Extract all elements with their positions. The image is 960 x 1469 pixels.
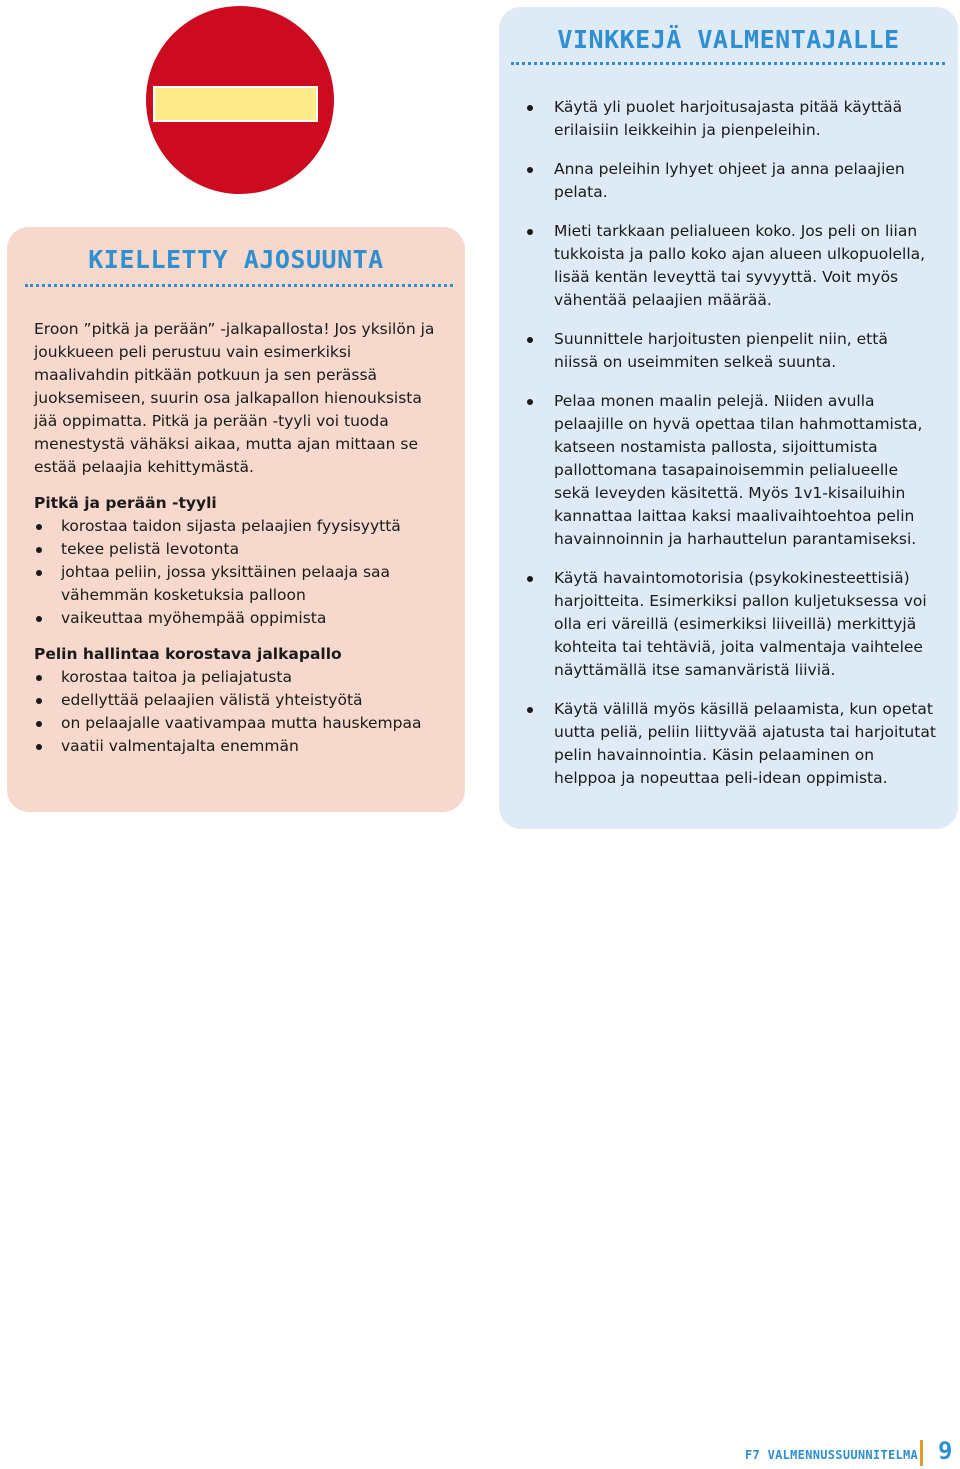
page-number: 9 <box>938 1437 953 1465</box>
long-ball-list <box>34 515 450 630</box>
list-item: vaikeuttaa myöhempää oppimista <box>34 607 450 630</box>
tip-item: Mieti tarkkaan pelialueen koko. Jos peli on liian tukkoista ja pallo koko ajan alueen ulkopuolella, lisää kentän leveyttä tai syvyyttä. Voit myös vähentää pelaajien määrää. <box>526 220 936 312</box>
coach-tips-title: VINKKEJÄ VALMENTAJALLE <box>557 25 900 54</box>
tip-item: Käytä havaintomotorisia (psykokinesteettisiä) harjoitteita. Esimerkiksi pallon kuljetuksessa voi olla eri väreillä (esimerkiksi liiveillä) merkittyjä kohteita tai tehtäviä, joita valmentaja vaihtelee näyttämällä itse samanväristä liiviä. <box>526 567 936 682</box>
possession-heading: Pelin hallintaa korostava jalkapallo <box>34 645 342 663</box>
intro-paragraph: Eroon ”pitkä ja perään” -jalkapallosta! Jos yksilön ja joukkueen peli perustuu vain esimerkiksi maalivahdin pitkään potkuun ja sen perässä juoksemiseen, suurin osa jalkapallon hienouksista jää oppimatta. Pitkä ja perään -tyyli voi tuoda menestystä vähäksi aikaa, mutta ajan mittaan se estää pelaajia kehittymästä. <box>34 320 435 476</box>
list-item: edellyttää pelaajien välistä yhteistyötä <box>34 689 450 712</box>
list-item: johtaa peliin, jossa yksittäinen pelaaja saa vähemmän kosketuksia palloon <box>34 561 450 607</box>
long-ball-heading: Pitkä ja perään -tyyli <box>34 494 217 512</box>
footer-document-title: F7 VALMENNUSSUUNNITELMA <box>745 1448 919 1462</box>
list-item: tekee pelistä levotonta <box>34 538 450 561</box>
tip-item: Käytä yli puolet harjoitusajasta pitää käyttää erilaisiin leikkeihin ja pienpeleihin. <box>526 96 936 142</box>
list-item: vaatii valmentajalta enemmän <box>34 735 450 758</box>
list-item: korostaa taidon sijasta pelaajien fyysisyyttä <box>34 515 450 538</box>
list-item: korostaa taitoa ja peliajatusta <box>34 666 450 689</box>
tip-item: Käytä välillä myös käsillä pelaamista, kun opetat uutta peliä, peliin liittyvää ajatusta tai harjoitutat pelin havainnointia. Käsin pelaaminen on helppoa ja nopeuttaa peli-idean oppimista. <box>526 698 936 790</box>
tip-item: Anna peleihin lyhyet ohjeet ja anna pelaajien pelata. <box>526 158 936 204</box>
tip-item: Suunnittele harjoitusten pienpelit niin, että niissä on useimmiten selkeä suunta. <box>526 328 936 374</box>
no-entry-sign-bar <box>153 86 318 122</box>
possession-list <box>34 666 450 758</box>
list-item: on pelaajalle vaativampaa mutta hauskempaa <box>34 712 450 735</box>
title-divider <box>25 284 453 287</box>
title-divider <box>511 62 945 65</box>
forbidden-direction-body <box>34 318 450 758</box>
forbidden-direction-panel <box>7 227 465 812</box>
coach-tips-panel <box>499 7 958 829</box>
forbidden-direction-title: KIELLETTY AJOSUUNTA <box>88 245 384 274</box>
footer-divider <box>920 1440 923 1466</box>
coach-tips-list <box>526 96 936 806</box>
tip-item: Pelaa monen maalin pelejä. Niiden avulla pelaajille on hyvä opettaa tilan hahmottamista, katseen nostamista pallosta, sijoittumista pallottomana tasapainoisemmin pelialueelle sekä leveyden käsitettä. Myös 1v1-kisailuihin kannattaa laittaa kaksi maalivaihtoehtoa pelin havainnoinnin ja harhauttelun parantamiseksi. <box>526 390 936 551</box>
